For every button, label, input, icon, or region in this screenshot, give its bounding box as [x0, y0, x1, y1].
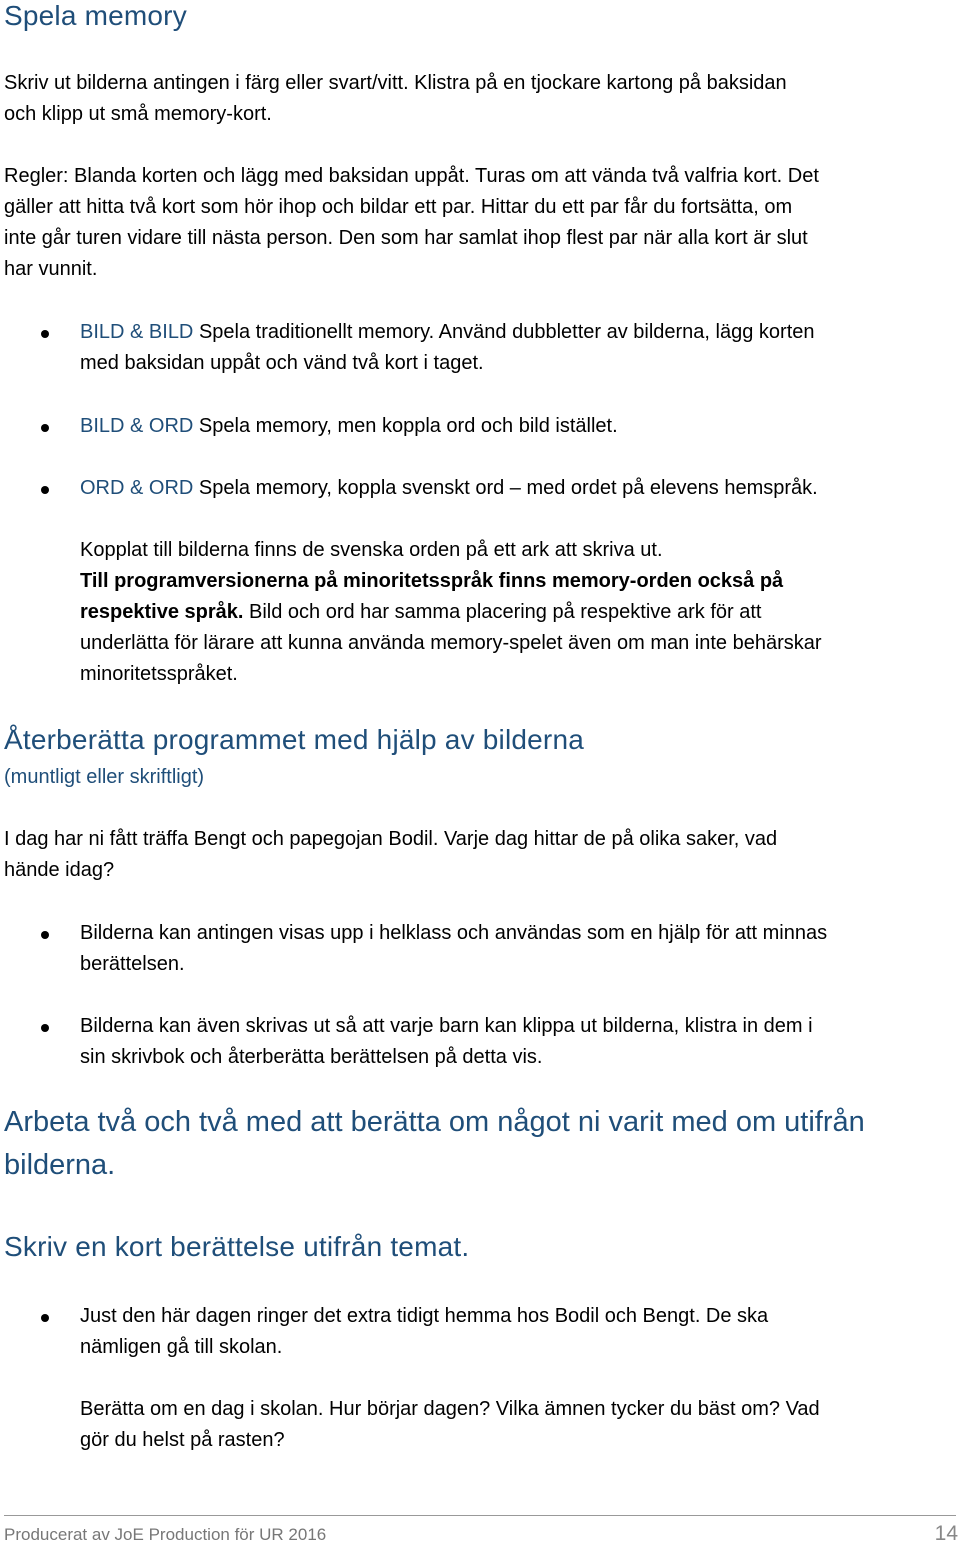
bullet-text: Spela memory, men koppla ord och bild istället. — [193, 415, 618, 437]
bullet-item-bild-bild — [80, 317, 815, 348]
bullet-text-continued: berättelsen. — [80, 953, 185, 975]
paragraph-line: Berätta om en dag i skolan. Hur börjar dagen? Vilka ämnen tycker du bäst om? Vad — [80, 1398, 820, 1420]
paragraph-line-bold: Till programversionerna på minoritetsspråk finns memory-orden också på — [80, 570, 784, 592]
section-title-skriv: Skriv en kort berättelse utifrån temat. — [4, 1231, 470, 1262]
bullet-item: Bilderna kan antingen visas upp i helklass och användas som en hjälp för att minnas — [80, 922, 828, 944]
paragraph-line: I dag har ni fått träffa Bengt och papegojan Bodil. Varje dag hittar de på olika saker, vad — [4, 828, 778, 850]
bullet-label: ORD & ORD — [80, 477, 194, 499]
bullet-icon — [41, 1314, 49, 1322]
bullet-icon — [41, 1024, 49, 1032]
bullet-icon — [41, 424, 49, 432]
paragraph-line: har vunnit. — [4, 258, 98, 280]
bullet-text-continued: nämligen gå till skolan. — [80, 1336, 283, 1358]
paragraph-line: inte går turen vidare till nästa person. Den som har samlat ihop flest par när alla kort är slut — [4, 227, 808, 249]
paragraph-line: Skriv ut bilderna antingen i färg eller svart/vitt. Klistra på en tjockare kartong på baksidan — [4, 72, 787, 94]
paragraph-line: gäller att hitta två kort som hör ihop och bildar ett par. Hittar du ett par får du fortsätta, om — [4, 196, 793, 218]
bullet-text-continued: sin skrivbok och återberätta berättelsen på detta vis. — [80, 1046, 543, 1068]
paragraph-line: minoritetsspråket. — [80, 663, 238, 685]
footer-divider — [4, 1515, 956, 1516]
section-title-spela-memory: Spela memory — [4, 0, 187, 31]
bold-text: respektive språk. — [80, 601, 244, 623]
paragraph-line: Kopplat till bilderna finns de svenska orden på ett ark att skriva ut. — [80, 539, 663, 561]
paragraph-line: hände idag? — [4, 859, 115, 881]
section-title-arbeta-continued: bilderna. — [4, 1149, 116, 1181]
bullet-icon — [41, 330, 49, 338]
page-number: 14 — [934, 1522, 958, 1545]
footer-credit: Producerat av JoE Production för UR 2016 — [4, 1525, 327, 1544]
bullet-text: Spela traditionellt memory. Använd dubbletter av bilderna, lägg korten — [193, 321, 815, 343]
paragraph-line: gör du helst på rasten? — [80, 1429, 285, 1451]
bullet-item-ord-ord — [80, 473, 818, 504]
section-subtitle: (muntligt eller skriftligt) — [4, 766, 205, 788]
section-title-arbeta: Arbeta två och två med att berätta om något ni varit med om utifrån — [4, 1106, 865, 1138]
bullet-text-continued: med baksidan uppåt och vänd två kort i taget. — [80, 352, 484, 374]
bullet-label: BILD & ORD — [80, 415, 194, 437]
bullet-item: Bilderna kan även skrivas ut så att varje barn kan klippa ut bilderna, klistra in dem i — [80, 1015, 813, 1037]
paragraph-line: underlätta för lärare att kunna använda memory-spelet även om man inte behärskar — [80, 632, 822, 654]
bullet-icon — [41, 931, 49, 939]
bullet-text: Spela memory, koppla svenskt ord – med ordet på elevens hemspråk. — [193, 477, 818, 499]
bullet-icon — [41, 486, 49, 494]
bullet-item: Just den här dagen ringer det extra tidigt hemma hos Bodil och Bengt. De ska — [80, 1305, 769, 1327]
text: Bild och ord har samma placering på respektive ark för att — [243, 601, 762, 623]
paragraph-line — [80, 597, 761, 628]
bullet-item-bild-ord — [80, 411, 618, 442]
paragraph-line: Regler: Blanda korten och lägg med baksidan uppåt. Turas om att vända två valfria kort. Det — [4, 165, 819, 187]
section-title-aterberatta: Återberätta programmet med hjälp av bilderna — [4, 724, 584, 755]
paragraph-line: och klipp ut små memory-kort. — [4, 103, 272, 125]
bullet-label: BILD & BILD — [80, 321, 194, 343]
